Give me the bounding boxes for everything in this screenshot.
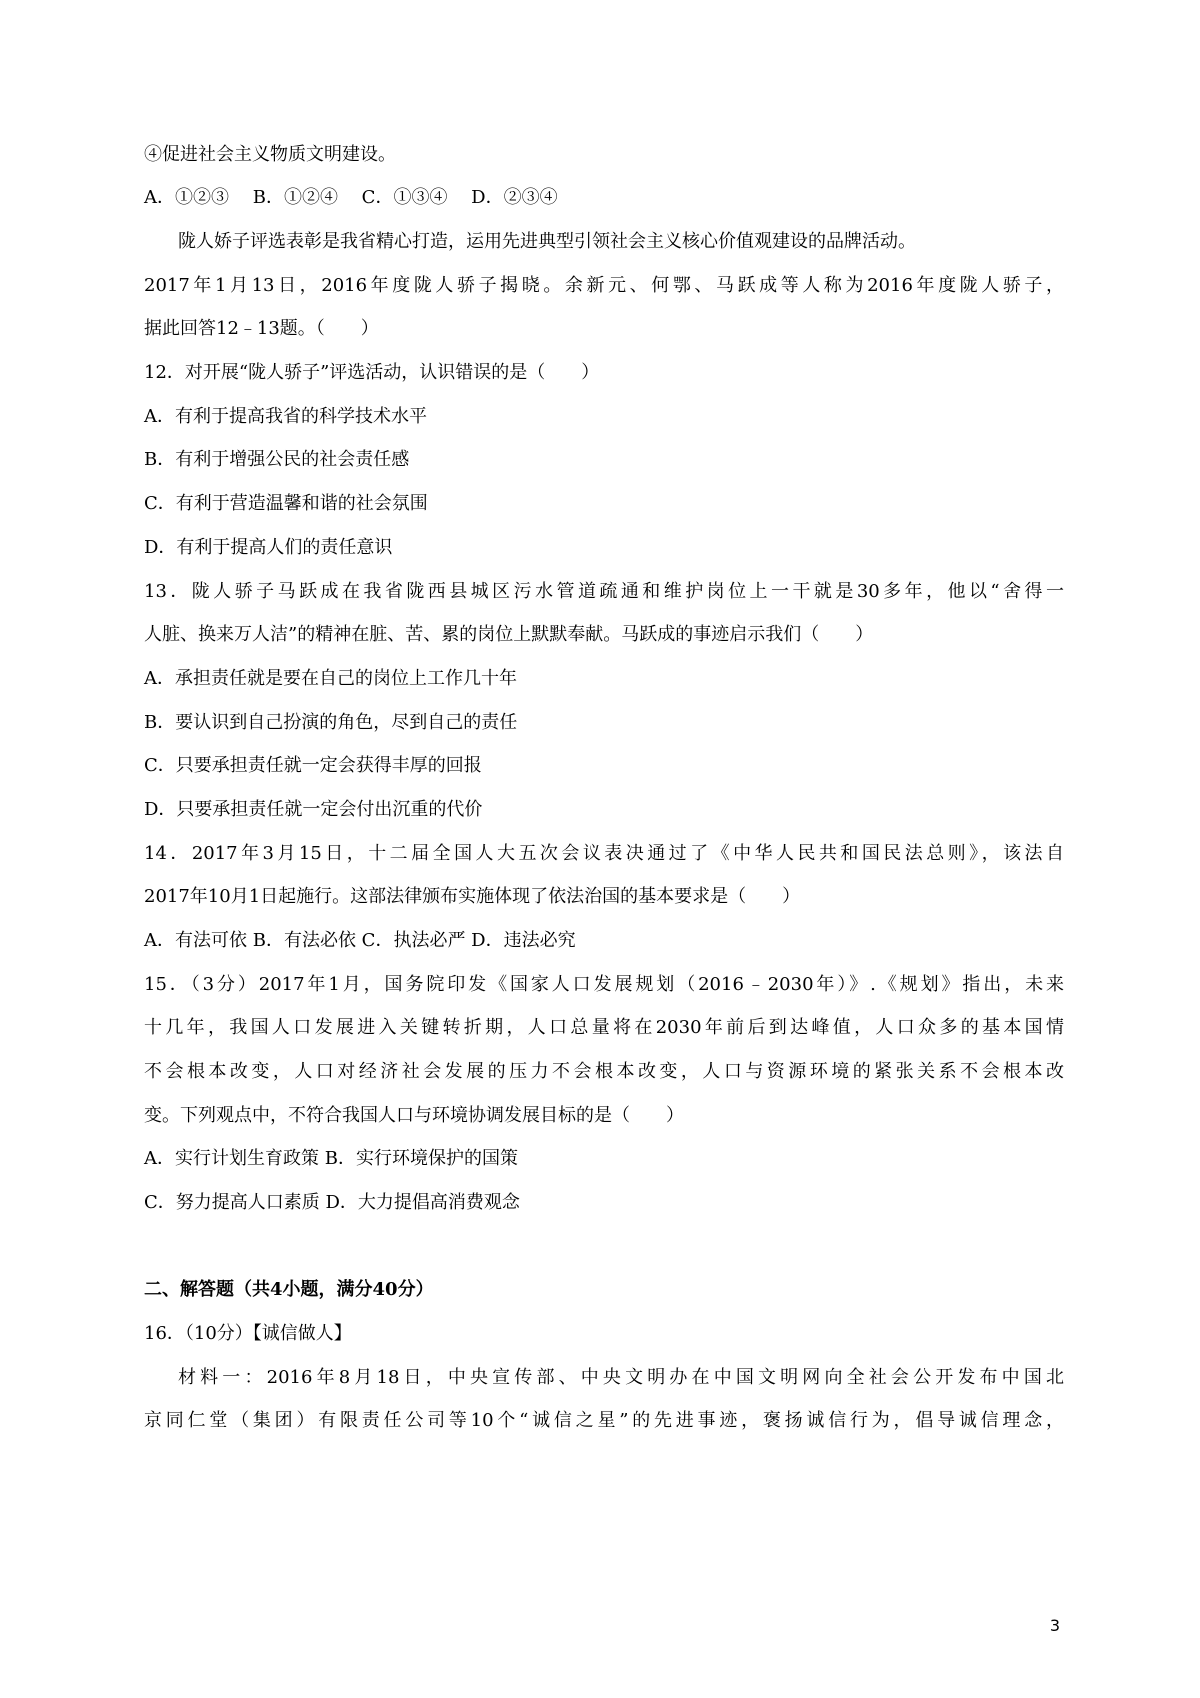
q16-stem: 16．（10分）【诚信做人】: [144, 1323, 352, 1344]
page-number: 3: [1049, 1616, 1060, 1635]
q15-choices-ab: A．实行计划生育政策 B．实行环境保护的国策: [144, 1148, 518, 1169]
q11-choices: A．①②③ B．①②④ C．①③④ D．②③④: [144, 187, 558, 208]
q16-material-1-line-2: 京同仁堂（集团）有限责任公司等10个“诚信之星”的先进事迹，褒扬诚信行为，倡导诚信理念，: [144, 1410, 1064, 1431]
q13-option-a: A．承担责任就是要在自己的岗位上工作几十年: [144, 668, 517, 689]
q13-stem-line-2: 人脏、换来万人洁”的精神在脏、苦、累的岗位上默默奉献。马跃成的事迹启示我们（ ）: [144, 624, 874, 645]
passage-line-1: 陇人娇子评选表彰是我省精心打造，运用先进典型引领社会主义核心价值观建设的品牌活动。: [178, 231, 916, 252]
q13-stem-line-1: 13．陇人骄子马跃成在我省陇西县城区污水管道疏通和维护岗位上一干就是30多年，他以“舍得一: [144, 581, 1064, 602]
q15-stem-line-4: 变。下列观点中，不符合我国人口与环境协调发展目标的是（ ）: [144, 1105, 684, 1126]
q12-option-d: D．有利于提高人们的责任意识: [144, 537, 393, 558]
q16-material-1-line-1: 材料一：2016年8月18日，中央宣传部、中央文明办在中国文明网向全社会公开发布中国北: [178, 1367, 1064, 1388]
q11-option-4: ④促进社会主义物质文明建设。: [144, 144, 396, 165]
q13-option-b: B．要认识到自己扮演的角色，尽到自己的责任: [144, 712, 518, 733]
section-2-heading: 二、解答题（共4小题，满分40分）: [144, 1279, 434, 1300]
passage-line-3: 据此回答12﹣13题。（ ）: [144, 318, 379, 339]
q12-option-b: B．有利于增强公民的社会责任感: [144, 449, 410, 470]
q13-option-d: D．只要承担责任就一定会付出沉重的代价: [144, 799, 483, 820]
q15-stem-line-3: 不会根本改变，人口对经济社会发展的压力不会根本改变，人口与资源环境的紧张关系不会根本改: [144, 1061, 1064, 1082]
q12-stem: 12．对开展“陇人骄子”评选活动，认识错误的是（ ）: [144, 362, 600, 383]
q12-option-c: C．有利于营造温馨和谐的社会氛围: [144, 493, 428, 514]
q15-choices-cd: C．努力提高人口素质 D．大力提倡高消费观念: [144, 1192, 520, 1213]
passage-line-2: 2017年1月13日，2016年度陇人骄子揭晓。余新元、何鄂、马跃成等人称为2016年度陇人骄子，: [144, 275, 1064, 296]
q15-stem-line-2: 十几年，我国人口发展进入关键转折期，人口总量将在2030年前后到达峰值，人口众多的基本国情: [144, 1017, 1064, 1038]
q12-option-a: A．有利于提高我省的科学技术水平: [144, 406, 427, 427]
q14-choices: A．有法可依 B．有法必依 C．执法必严 D．违法必究: [144, 930, 576, 951]
q13-option-c: C．只要承担责任就一定会获得丰厚的回报: [144, 755, 482, 776]
q15-stem-line-1: 15．（3分）2017年1月，国务院印发《国家人口发展规划（2016﹣2030年）》.《规划》指出，未来: [144, 974, 1064, 995]
q14-stem-line-2: 2017年10月1日起施行。这部法律颁布实施体现了依法治国的基本要求是（ ）: [144, 886, 801, 907]
q14-stem-line-1: 14．2017年3月15日，十二届全国人大五次会议表决通过了《中华人民共和国民法总则》，该法自: [144, 843, 1064, 864]
